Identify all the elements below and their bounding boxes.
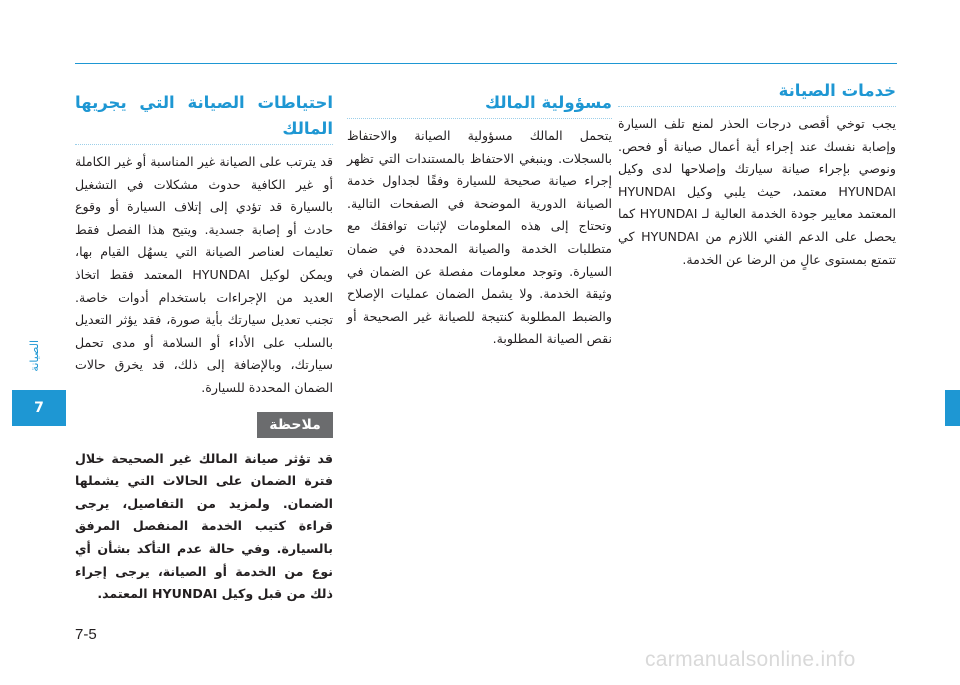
- section-body: يجب توخي أقصى درجات الحذر لمنع تلف السيارة وإصابة نفسك عند إجراء أية أعمال صيانة أو فحص. ونوصي بإجراء صيانة سيارتك وإصلاحها لدى وكيل HYUNDAI معتمد، حيث يلبي وكيل HYUNDAI المعتمد معايير جودة الخدمة العالية لـ HYUNDAI كما يحصل على الدعم الفني اللازم من HYUNDAI كي تتمتع بمستوى عالٍ من الرضا عن الخدمة.: [618, 116, 897, 267]
- section-body: قد يترتب على الصيانة غير المناسبة أو غير الكاملة أو غير الكافية حدوث مشكلات في التشغيل بالسيارة قد تؤدي إلى إتلاف السيارة أو وقوع حادث أو إصابة جسدية. ويتيح هذا الفصل فقط تعليمات لعناصر الصيانة التي يسهُل القيام بها، ويمكن لوكيل HYUNDAI المعتمد فقط اتخاذ العديد من الإجراءات باستخدام أدوات خاصة. تجنب تعديل سيارتك بأية صورة، فقد يؤثر التعديل بالسلب على الأداء أو السلامة أو مدى تحمل سيارتك، وبالإضافة إلى ذلك، قد يخرق حالات الضمان المحددة للسيارة.: [75, 154, 334, 395]
- section-title: خدمات الصيانة: [618, 78, 896, 107]
- section-title: مسؤولية المالك: [347, 90, 612, 119]
- page-number: 7-5: [75, 626, 97, 643]
- section-owner-responsibility: [347, 90, 612, 351]
- section-owner-maintenance-precautions: [75, 90, 333, 606]
- chapter-number: 7: [34, 400, 44, 416]
- chapter-edge-tab: [945, 390, 960, 426]
- chapter-tab[interactable]: [12, 390, 66, 426]
- section-title: احتياطات الصيانة التي يجريها المالك: [75, 90, 333, 145]
- chapter-side-label: الصيانة: [28, 340, 41, 372]
- notice-text: قد تؤثر صيانة المالك غير الصحيحة خلال فترة الضمان على الحالات التي يشملها الضمان. ولمزيد من التفاصيل، يرجى قراءة كتيب الخدمة المنفصل المرفق بالسيارة. وفي حالة عدم التأكد بشأن أي نوع من الخدمة أو الصيانة، يرجى إجراء ذلك من قبل وكيل HYUNDAI المعتمد.: [75, 450, 333, 602]
- watermark: carmanualsonline.info: [645, 648, 856, 671]
- section-maintenance-services: [618, 78, 896, 271]
- header-rule: [75, 63, 897, 64]
- section-body: يتحمل المالك مسؤولية الصيانة والاحتفاظ بالسجلات. وينبغي الاحتفاظ بالمستندات التي تظهر إجراء صيانة صحيحة للسيارة وفقًا لجداول خدمة الصيانة الدورية الموضحة في الصفحات التالية. وتحتاج إلى هذه المعلومات لإثبات توافقك مع متطلبات الخدمة والصيانة المحددة في ضمان السيارة. وتوجد معلومات مفصلة عن الضمان في وثيقة الخدمة. ولا يشمل الضمان عمليات الإصلاح والضبط المطلوبة كنتيجة للصيانة غير الصحيحة أو نقص الصيانة المطلوبة.: [347, 128, 612, 347]
- notice-badge: ملاحظة: [257, 412, 333, 438]
